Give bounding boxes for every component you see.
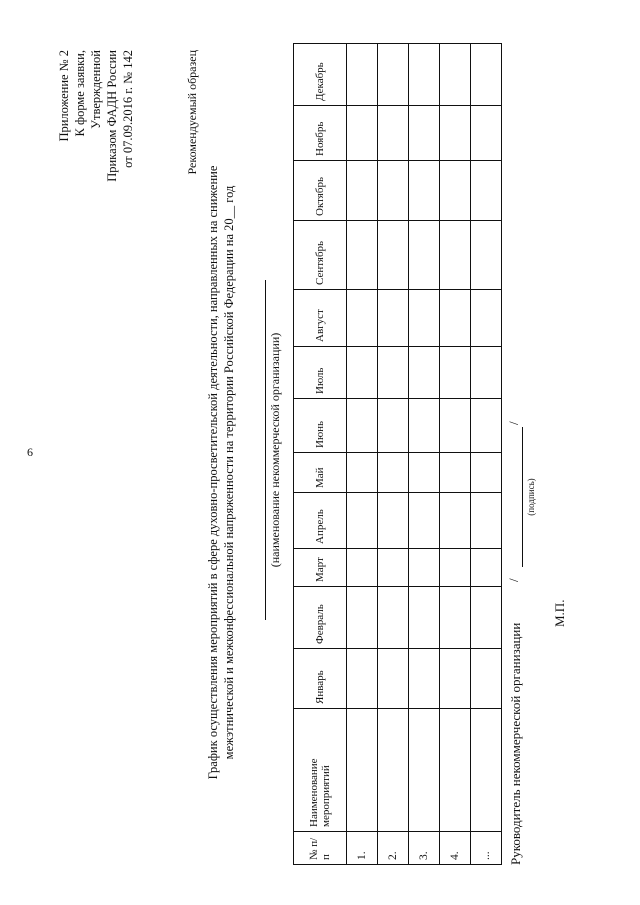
table-cell	[409, 549, 440, 587]
table-cell	[409, 106, 440, 161]
table-cell	[347, 549, 378, 587]
row-number: 1.	[347, 832, 378, 865]
table-cell	[440, 549, 471, 587]
approval-line: Утвержденной	[89, 50, 103, 129]
rotated-document-sheet	[10, 40, 630, 885]
table-cell	[471, 44, 502, 106]
table-cell	[440, 587, 471, 649]
table-cell	[378, 161, 409, 221]
table-cell	[378, 347, 409, 399]
table-cell	[409, 493, 440, 549]
table-cell	[471, 347, 502, 399]
table-cell	[378, 399, 409, 453]
table-row	[378, 44, 409, 865]
stamp-placeholder: М.П.	[552, 599, 567, 627]
approval-line: К форме заявки,	[73, 50, 87, 137]
table-cell	[471, 290, 502, 347]
signature-caption: (подпись)	[526, 478, 536, 516]
table-cell	[409, 44, 440, 106]
header-month: Август	[294, 290, 347, 347]
table-cell	[440, 106, 471, 161]
org-name-line	[265, 280, 266, 620]
table-cell	[471, 161, 502, 221]
table-cell	[440, 649, 471, 709]
table-cell	[409, 649, 440, 709]
table-row	[347, 44, 378, 865]
table-cell	[347, 399, 378, 453]
document-title	[205, 95, 237, 850]
table-cell	[378, 649, 409, 709]
table-cell	[440, 399, 471, 453]
table-cell	[378, 106, 409, 161]
table-cell	[440, 347, 471, 399]
approval-line: Приказом ФАДН России	[105, 50, 119, 182]
table-header-row	[294, 44, 347, 865]
table-row	[471, 44, 502, 865]
row-number: 4.	[440, 832, 471, 865]
header-month: Июль	[294, 347, 347, 399]
approval-line: Приложение № 2	[57, 50, 71, 142]
table-cell	[409, 709, 440, 832]
table-cell	[378, 44, 409, 106]
row-number: 3.	[409, 832, 440, 865]
table-cell	[440, 44, 471, 106]
leader-label: Руководитель некоммерческой организации	[508, 622, 523, 865]
table-cell	[440, 493, 471, 549]
header-month: Март	[294, 549, 347, 587]
table-cell	[471, 549, 502, 587]
table-cell	[347, 221, 378, 290]
table-cell	[471, 709, 502, 832]
table-cell	[471, 221, 502, 290]
table-cell	[471, 493, 502, 549]
table-cell	[409, 453, 440, 493]
table-cell	[378, 549, 409, 587]
table-cell	[378, 290, 409, 347]
table-cell	[471, 453, 502, 493]
table-cell	[378, 587, 409, 649]
table-cell	[409, 221, 440, 290]
table-cell	[378, 221, 409, 290]
table-cell	[347, 161, 378, 221]
table-cell	[378, 493, 409, 549]
table-cell	[347, 709, 378, 832]
title-line-2: межэтнической и межконфессиональной напряженности на территории Российской Федерации на 20__ год	[222, 185, 236, 760]
table-cell	[347, 347, 378, 399]
row-number: 2.	[378, 832, 409, 865]
table-cell	[347, 587, 378, 649]
header-month: Сентябрь	[294, 221, 347, 290]
table-cell	[440, 709, 471, 832]
header-month: Октябрь	[294, 161, 347, 221]
table-cell	[409, 399, 440, 453]
table-cell	[471, 106, 502, 161]
table-cell	[347, 106, 378, 161]
header-month: Апрель	[294, 493, 347, 549]
table-cell	[347, 493, 378, 549]
title-line-1: График осуществления мероприятий в сфере духовно-просветительской деятельности, направленных на снижение	[206, 165, 220, 780]
table-cell	[347, 649, 378, 709]
table-cell	[440, 290, 471, 347]
table-cell	[347, 44, 378, 106]
org-name-caption: (наименование некоммерческой организации)	[268, 332, 282, 568]
table-row	[409, 44, 440, 865]
approval-line: от 07.09.2016 г. № 142	[121, 50, 135, 168]
table-row	[440, 44, 471, 865]
table-cell	[440, 221, 471, 290]
table-cell	[378, 453, 409, 493]
table-cell	[471, 587, 502, 649]
table-cell	[409, 290, 440, 347]
row-number: ...	[471, 832, 502, 865]
table-cell	[440, 161, 471, 221]
header-month: Декабрь	[294, 44, 347, 106]
table-cell	[347, 453, 378, 493]
header-month: Июнь	[294, 399, 347, 453]
table-cell	[409, 587, 440, 649]
header-num: № п/п	[294, 832, 347, 865]
table-cell	[347, 290, 378, 347]
schedule-table	[293, 43, 502, 865]
header-name: Наименование мероприятий	[294, 709, 347, 832]
table-cell	[471, 399, 502, 453]
header-month: Ноябрь	[294, 106, 347, 161]
page-number: 6	[27, 445, 33, 459]
signature-slash: /	[506, 421, 521, 425]
header-month: Февраль	[294, 587, 347, 649]
table-cell	[409, 161, 440, 221]
table-cell	[440, 453, 471, 493]
table-cell	[378, 709, 409, 832]
sample-label: Рекомендуемый образец	[185, 50, 199, 175]
header-month: Январь	[294, 649, 347, 709]
table-cell	[471, 649, 502, 709]
approval-block	[56, 50, 136, 230]
signature-slash: /	[506, 578, 521, 582]
signature-line	[522, 427, 523, 567]
table-cell	[409, 347, 440, 399]
header-month: Май	[294, 453, 347, 493]
